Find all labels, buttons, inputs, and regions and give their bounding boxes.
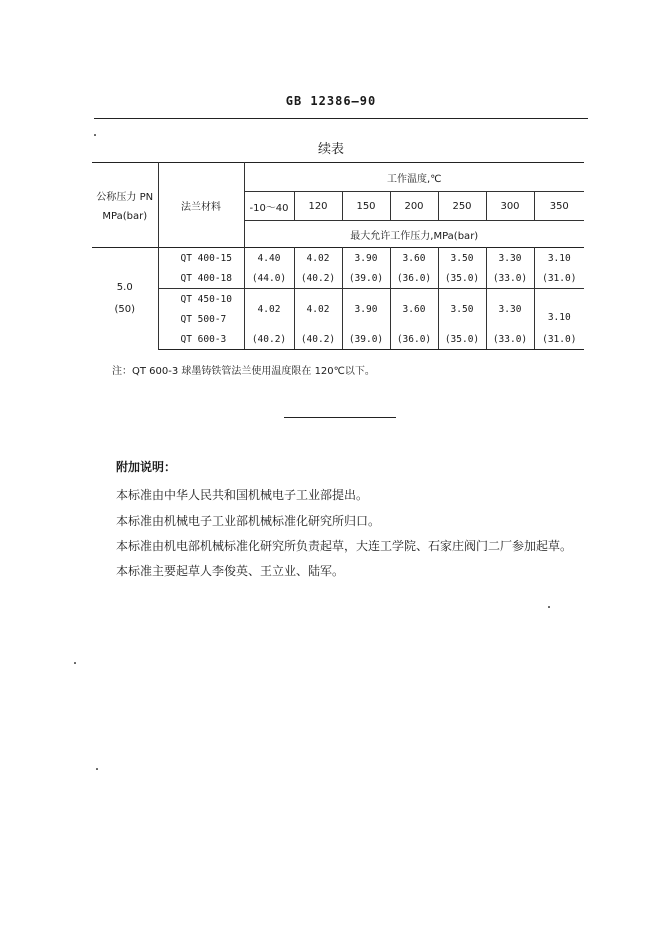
value-cell: 3.60: [390, 289, 438, 330]
value-cell: (39.0): [342, 329, 390, 350]
value-cell: 3.90: [342, 289, 390, 330]
table-title: 续表: [317, 142, 344, 157]
temperature-cell: 200: [390, 192, 438, 221]
value-cell: 3.90: [342, 248, 390, 269]
value-cell: 3.10: [534, 248, 584, 269]
nominal-pressure-cell: [92, 248, 158, 350]
value-cell: (33.0): [486, 268, 534, 289]
value-cell: 3.10: [534, 289, 584, 330]
scan-speck: [96, 768, 98, 770]
value-cell: (40.2): [244, 329, 294, 350]
scan-speck: [548, 606, 550, 608]
appendix-line: 本标准主要起草人李俊英、王立业、陆军。: [116, 564, 345, 578]
value-cell: (36.0): [390, 268, 438, 289]
pressure-header-cell: [92, 163, 158, 248]
temperature-cell: 300: [486, 192, 534, 221]
scan-speck: [74, 662, 76, 664]
table-note: 注：QT 600-3 球墨铸铁管法兰使用温度限在 120℃以下。: [112, 366, 375, 377]
appendix-title: 附加说明：: [116, 460, 177, 474]
value-cell: 4.02: [294, 248, 342, 269]
pressure-temperature-table: [92, 162, 584, 350]
material-cell: QT 600-3: [158, 329, 244, 350]
scan-speck: [94, 134, 96, 136]
appendix-line: 本标准由机械电子工业部机械标准化研究所归口。: [116, 514, 381, 528]
pressure-table-wrapper: [92, 162, 584, 350]
value-cell: (40.2): [294, 329, 342, 350]
value-cell: 4.02: [294, 289, 342, 330]
temperature-cell: 250: [438, 192, 486, 221]
table-row: [92, 268, 584, 289]
value-cell: 3.50: [438, 289, 486, 330]
table-row: [92, 289, 584, 310]
value-cell: (35.0): [438, 329, 486, 350]
temperature-cell: 350: [534, 192, 584, 221]
max-pressure-header: 最大允许工作压力,MPa(bar): [350, 230, 479, 242]
table-row: [92, 329, 584, 350]
value-cell: 4.40: [244, 248, 294, 269]
section-divider: [284, 417, 396, 418]
value-cell: (33.0): [486, 329, 534, 350]
value-cell: 3.30: [486, 289, 534, 330]
pressure-header-label: 公称压力 PN: [96, 192, 154, 203]
material-cell: QT 500-7: [158, 309, 244, 329]
value-cell: 4.02: [244, 289, 294, 330]
material-cell: QT 400-15: [158, 248, 244, 269]
nominal-pressure-bar: (50): [114, 303, 136, 315]
value-cell: (36.0): [390, 329, 438, 350]
appendix-line: 本标准由中华人民共和国机械电子工业部提出。: [116, 488, 369, 502]
value-cell: (31.0): [542, 272, 577, 284]
value-cell: (44.0): [244, 268, 294, 289]
material-cell: QT 400-18: [158, 268, 244, 289]
value-cell: 3.30: [486, 248, 534, 269]
pressure-header-unit: MPa(bar): [102, 211, 148, 222]
table-row: [92, 248, 584, 269]
appendix-line: 本标准由机电部机械标准化研究所负责起草，大连工学院、石家庄阀门二厂参加起草。: [116, 539, 573, 553]
value-cell: (39.0): [342, 268, 390, 289]
temperature-header: 工作温度,℃: [244, 163, 584, 192]
material-header-cell: 法兰材料: [158, 163, 244, 248]
nominal-pressure-value: 5.0: [116, 281, 133, 293]
value-cell: (31.0): [534, 329, 584, 350]
page-header-standard-number: GB 12386—90: [285, 94, 377, 108]
value-cell: 3.60: [390, 248, 438, 269]
value-cell: (40.2): [294, 268, 342, 289]
value-cell: (35.0): [438, 268, 486, 289]
temperature-cell: -10～40: [244, 192, 294, 221]
value-cell: 3.50: [438, 248, 486, 269]
material-cell: QT 450-10: [158, 289, 244, 310]
temperature-cell: 120: [294, 192, 342, 221]
temperature-cell: 150: [342, 192, 390, 221]
header-rule: [94, 118, 588, 119]
